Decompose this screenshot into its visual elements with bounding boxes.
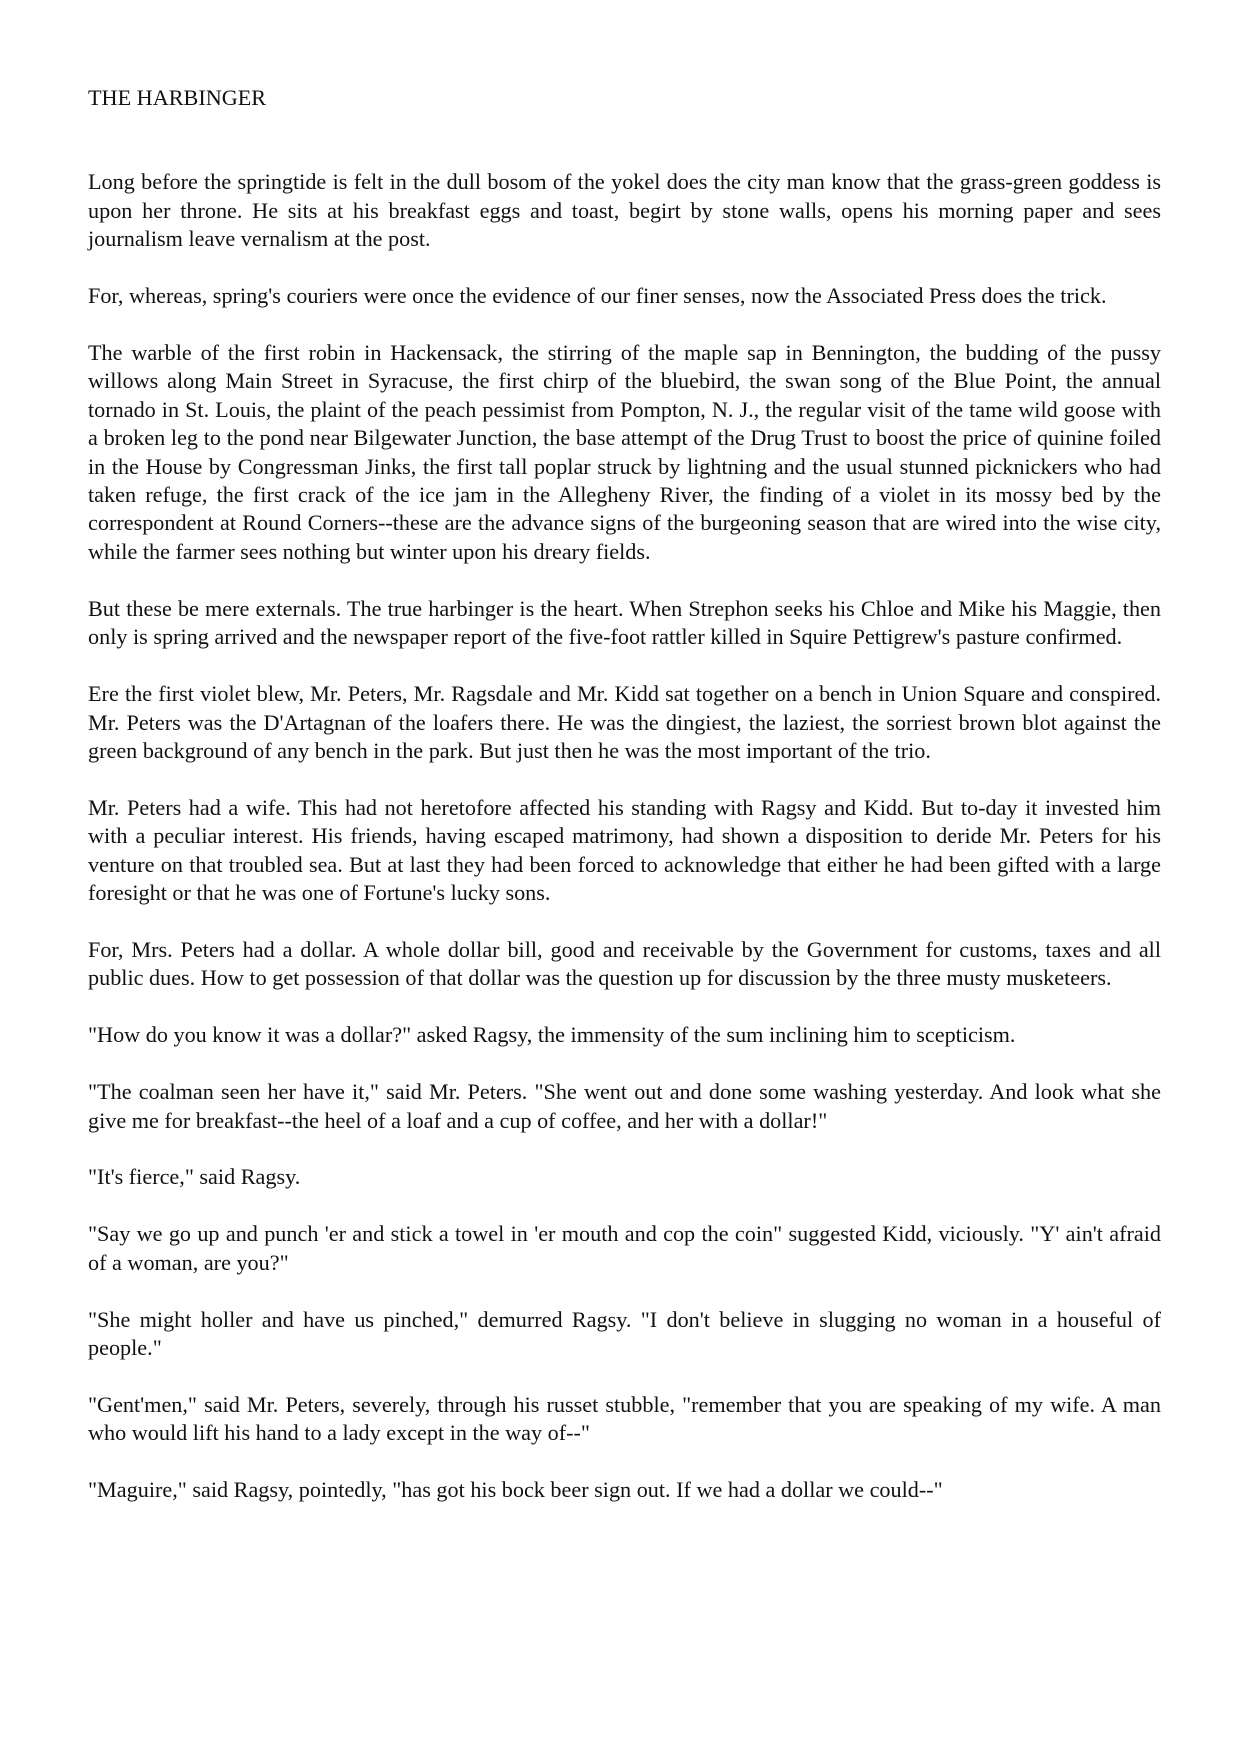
paragraph: Ere the first violet blew, Mr. Peters, Mr. Ragsdale and Mr. Kidd sat together on a bench in Union Square and conspired. Mr. Peters was the D'Artagnan of the loafers there. He was the dingiest, the laziest, the sorriest brown blot against the green background of any bench in the park. But just then he was the most important of the trio.: [88, 681, 1161, 763]
paragraph: "Maguire," said Ragsy, pointedly, "has got his bock beer sign out. If we had a dollar we could--": [88, 1477, 943, 1503]
paragraph: But these be mere externals. The true harbinger is the heart. When Strephon seeks his Chloe and Mike his Maggie, then only is spring arrived and the newspaper report of the five-foot rattler killed in Squire Pettigrew's pasture confirmed.: [88, 595, 1161, 650]
paragraph: "It's fierce," said Ragsy.: [88, 1164, 301, 1190]
paragraph: "Say we go up and punch 'er and stick a towel in 'er mouth and cop the coin" suggested Kidd, viciously. "Y' ain't afraid of a woman, are you?": [88, 1221, 1161, 1275]
paragraph: "She might holler and have us pinched," demurred Ragsy. "I don't believe in slugging no woman in a houseful of people.": [88, 1306, 1161, 1361]
paragraph: "The coalman seen her have it," said Mr. Peters. "She went out and done some washing yesterday. And look what she give me for breakfast--the heel of a loaf and a cup of coffee, and her with a dollar!": [88, 1079, 1161, 1133]
paragraph: For, Mrs. Peters had a dollar. A whole dollar bill, good and receivable by the Government for customs, taxes and all public dues. How to get possession of that dollar was the question up for discussion by the three musty musketeers.: [88, 936, 1161, 991]
paragraph: "How do you know it was a dollar?" asked Ragsy, the immensity of the sum inclining him to scepticism.: [88, 1022, 1016, 1048]
paragraph: For, whereas, spring's couriers were once the evidence of our finer senses, now the Associated Press does the trick.: [88, 283, 1107, 309]
paragraph: Long before the springtide is felt in the dull bosom of the yokel does the city man know that the grass-green goddess is upon her throne. He sits at his breakfast eggs and toast, begirt by stone walls, opens his morning paper and sees journalism leave vernalism at the post.: [88, 169, 1161, 252]
paragraph: "Gent'men," said Mr. Peters, severely, through his russet stubble, "remember that you are speaking of my wife. A man who would lift his hand to a lady except in the way of--": [88, 1392, 1161, 1446]
paragraph: The warble of the first robin in Hackensack, the stirring of the maple sap in Bennington, the budding of the pussy willows along Main Street in Syracuse, the first chirp of the bluebird, the swan song of the Blue Point, the annual tornado in St. Louis, the plaint of the peach pessimist from Pompton, N. J., the regular visit of the tame wild goose with a broken leg to the pond near Bilgewater Junction, the base attempt of the Drug Trust to boost the price of quinine foiled in the House by Congressman Jinks, the first tall poplar struck by lightning and the usual stunned picknickers who had taken refuge, the first crack of the ice jam in the Allegheny River, the finding of a violet in its mossy bed by the correspondent at Round Corners--these are the advance signs of the burgeoning season that are wired into the wise city, while the farmer sees nothing but winter upon his dreary fields.: [88, 340, 1161, 564]
paragraph: Mr. Peters had a wife. This had not heretofore affected his standing with Ragsy and Kidd. But to-day it invested him with a peculiar interest. His friends, having escaped matrimony, had shown a disposition to deride Mr. Peters for his venture on that troubled sea. But at last they had been forced to acknowledge that either he had been gifted with a large foresight or that he was one of Fortune's lucky sons.: [88, 794, 1161, 906]
document-page: [88, 84, 1161, 1533]
document-title: THE HARBINGER: [88, 85, 267, 110]
